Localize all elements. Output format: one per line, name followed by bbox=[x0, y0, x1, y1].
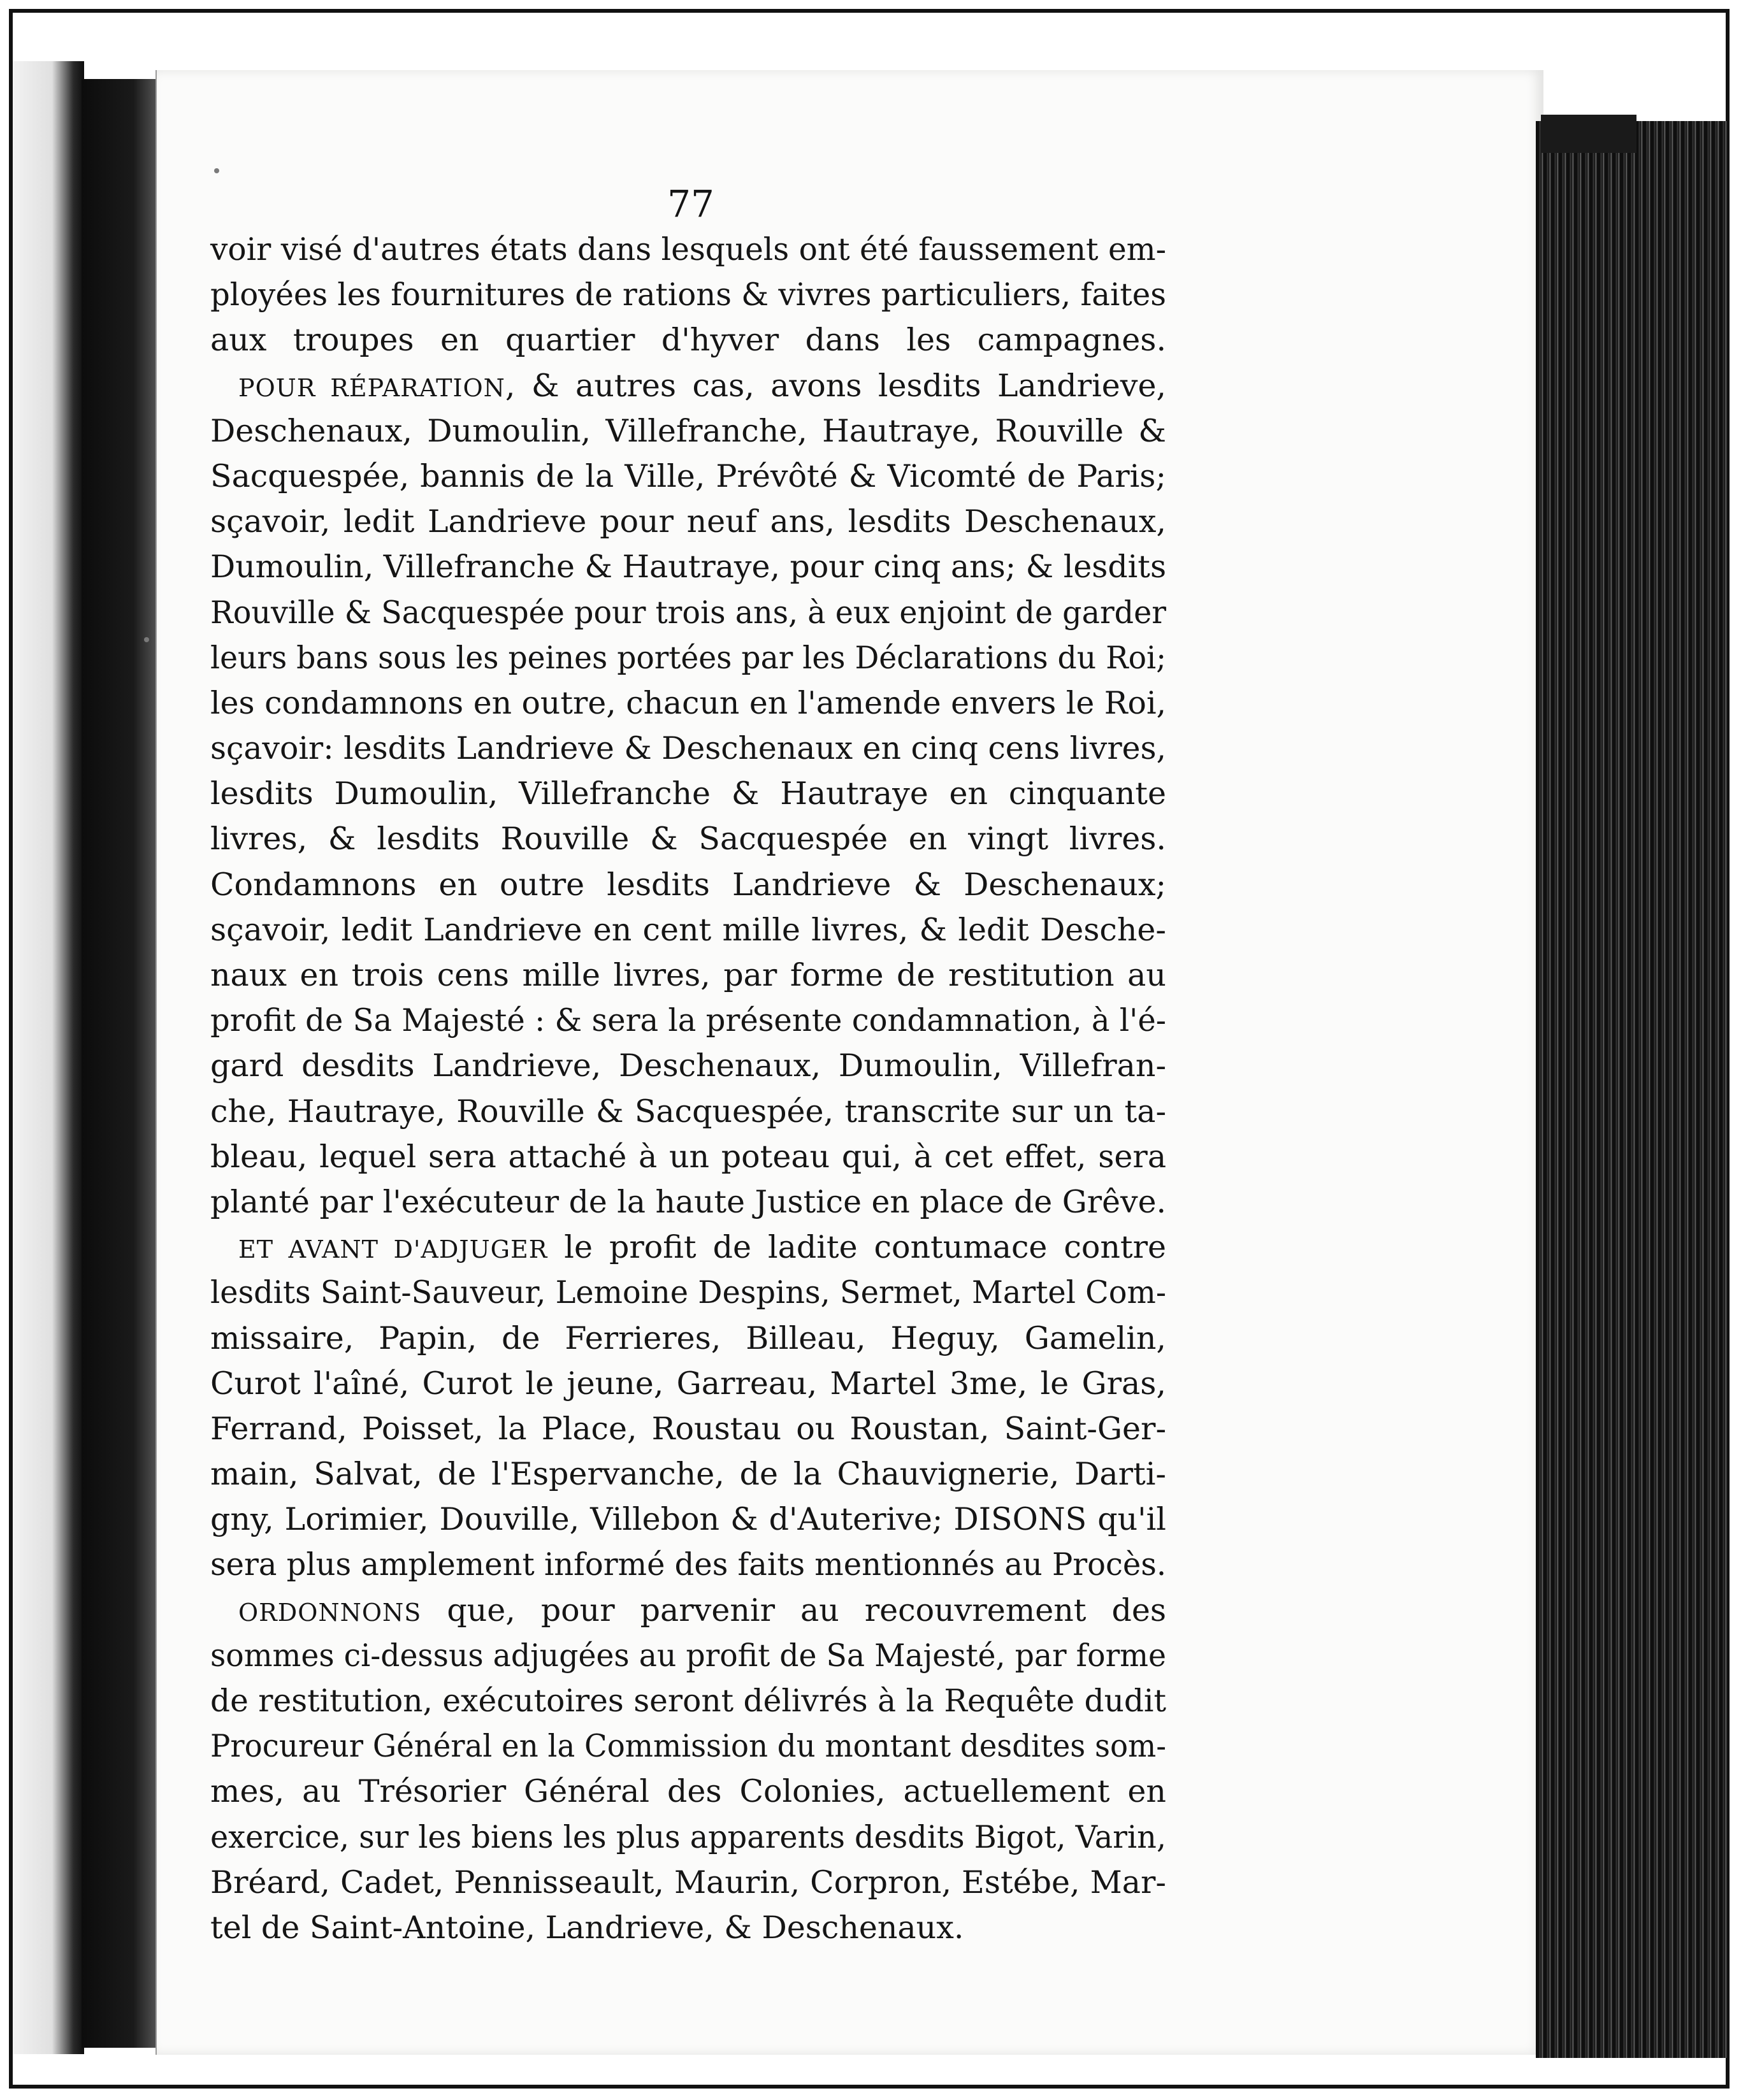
paper-speck bbox=[144, 637, 149, 642]
line-text: exercice, sur les biens les plus apparents desdits Bigot, Varin, bbox=[210, 1818, 1167, 1855]
line-text: les condamnons en outre, chacun en l'amende envers le Roi, bbox=[210, 684, 1167, 721]
text-line bbox=[210, 1225, 1166, 1270]
text-line bbox=[210, 1451, 1166, 1497]
text-line bbox=[210, 590, 1166, 635]
text-line bbox=[210, 544, 1167, 589]
text-line bbox=[210, 907, 1166, 953]
line-text: Bréard, Cadet, Pennisseault, Maurin, Corpron, Estébe, Mar- bbox=[210, 1864, 1166, 1901]
line-text: le profit de ladite contumace contre bbox=[547, 1229, 1167, 1266]
text-line bbox=[210, 1769, 1166, 1814]
text-line bbox=[210, 1860, 1166, 1905]
line-text: tel de Saint-Antoine, Landrieve, & Deschenaux. bbox=[210, 1909, 964, 1946]
line-text: main, Salvat, de l'Espervanche, de la Chauvignerie, Darti- bbox=[210, 1456, 1166, 1493]
text-line bbox=[210, 1179, 1166, 1225]
page-number: 77 bbox=[667, 182, 714, 226]
line-text: Deschenaux, Dumoulin, Villefranche, Hautraye, Rouville & bbox=[210, 412, 1166, 449]
text-line bbox=[210, 363, 1166, 408]
line-text: missaire, Papin, de Ferrieres, Billeau, Heguy, Gamelin, bbox=[210, 1320, 1167, 1356]
body-text bbox=[210, 227, 1166, 1950]
line-text: Curot l'aîné, Curot le jeune, Garreau, Martel 3me, le Gras, bbox=[210, 1365, 1166, 1402]
line-text: che, Hautraye, Rouville & Sacquespée, transcrite sur un ta- bbox=[210, 1093, 1167, 1130]
paragraph-lead-smallcaps: POUR RÉPARATION bbox=[238, 373, 505, 402]
line-text: de restitution, exécutoires seront délivrés à la Requête dudit bbox=[210, 1683, 1166, 1719]
line-text: que, pour parvenir au recouvrement des bbox=[421, 1592, 1167, 1629]
text-line bbox=[210, 998, 1166, 1043]
text-line bbox=[210, 1633, 1166, 1678]
line-text: lesdits Dumoulin, Villefranche & Hautraye en cinquante bbox=[210, 775, 1166, 812]
line-text: planté par l'exécuteur de la haute Justice en place de Grêve. bbox=[210, 1183, 1166, 1220]
text-line bbox=[210, 227, 1167, 272]
text-line bbox=[210, 635, 1167, 680]
text-line bbox=[210, 1497, 1166, 1542]
line-text: Condamnons en outre lesdits Landrieve & Deschenaux; bbox=[210, 866, 1167, 903]
text-line bbox=[210, 1134, 1166, 1179]
line-text: livres, & lesdits Rouville & Sacquespée en vingt livres. bbox=[210, 821, 1166, 858]
paragraph-lead-smallcaps: ORDONNONS bbox=[238, 1598, 422, 1627]
text-line bbox=[210, 499, 1166, 544]
line-text: gard desdits Landrieve, Deschenaux, Dumoulin, Villefran- bbox=[210, 1047, 1166, 1084]
line-text: , & autres cas, avons lesdits Landrieve, bbox=[505, 367, 1167, 404]
page-stack-edge-top bbox=[1541, 115, 1636, 153]
text-line bbox=[210, 771, 1166, 816]
line-text: Rouville & Sacquespée pour trois ans, à eux enjoint de garder bbox=[210, 594, 1166, 631]
text-line bbox=[210, 408, 1166, 454]
text-line bbox=[210, 1542, 1167, 1587]
text-line bbox=[210, 1905, 1166, 1950]
line-text: bleau, lequel sera attaché à un poteau qui, à cet effet, sera bbox=[210, 1138, 1167, 1175]
paragraph-lead-smallcaps: ET AVANT D'ADJUGER bbox=[238, 1235, 548, 1264]
line-text: sçavoir, ledit Landrieve en cent mille livres, & ledit Desche- bbox=[210, 911, 1166, 948]
line-text: gny, Lorimier, Douville, Villebon & d'Auterive; DISONS qu'il bbox=[210, 1501, 1166, 1538]
left-page-fragment bbox=[13, 61, 84, 2054]
line-text: leurs bans sous les peines portées par les Déclarations du Roi; bbox=[210, 639, 1167, 676]
line-text: naux en trois cens mille livres, par forme de restitution au bbox=[210, 957, 1166, 993]
text-line bbox=[210, 1270, 1166, 1315]
text-line bbox=[210, 1043, 1166, 1088]
line-text: ployées les fournitures de rations & vivres particuliers, faites bbox=[210, 277, 1166, 313]
text-line bbox=[210, 816, 1166, 861]
line-text: Procureur Général en la Commission du montant desdites som- bbox=[210, 1728, 1167, 1765]
text-line bbox=[210, 1723, 1167, 1769]
line-text: mes, au Trésorier Général des Colonies, actuellement en bbox=[210, 1773, 1166, 1810]
line-text: aux troupes en quartier d'hyver dans les campagnes. bbox=[210, 322, 1167, 359]
page-stack-edge bbox=[1536, 121, 1727, 2058]
text-line bbox=[210, 862, 1166, 907]
line-text: Dumoulin, Villefranche & Hautraye, pour cinq ans; & lesdits bbox=[210, 549, 1167, 586]
text-line bbox=[210, 680, 1167, 726]
text-line bbox=[210, 272, 1166, 317]
line-text: Sacquespée, bannis de la Ville, Prévôté & Vicomté de Paris; bbox=[210, 457, 1166, 494]
line-text: voir visé d'autres états dans lesquels ont été faussement em- bbox=[210, 231, 1167, 268]
text-line bbox=[210, 1815, 1167, 1860]
text-line bbox=[210, 726, 1167, 771]
line-text: sera plus amplement informé des faits mentionnés au Procès. bbox=[210, 1546, 1167, 1583]
text-line bbox=[210, 1316, 1166, 1361]
line-text: sommes ci-dessus adjugées au profit de Sa Majesté, par forme bbox=[210, 1637, 1166, 1674]
text-line bbox=[210, 317, 1166, 363]
line-text: Ferrand, Poisset, la Place, Roustau ou Roustan, Saint-Ger- bbox=[210, 1410, 1167, 1447]
text-line bbox=[210, 1089, 1166, 1134]
line-text: sçavoir, ledit Landrieve pour neuf ans, lesdits Deschenaux, bbox=[210, 503, 1166, 540]
line-text: lesdits Saint-Sauveur, Lemoine Despins, Sermet, Martel Com- bbox=[210, 1274, 1166, 1311]
text-line bbox=[210, 1678, 1166, 1723]
text-line bbox=[210, 1406, 1166, 1451]
line-text: sçavoir: lesdits Landrieve & Deschenaux en cinq cens livres, bbox=[210, 730, 1167, 767]
line-text: profit de Sa Majesté : & sera la présente condamnation, à l'é- bbox=[210, 1002, 1166, 1039]
text-line bbox=[210, 454, 1166, 499]
paper-speck bbox=[214, 168, 219, 173]
text-line bbox=[210, 953, 1166, 998]
text-line bbox=[210, 1361, 1166, 1406]
book-gutter-shadow bbox=[82, 79, 155, 2048]
text-line bbox=[210, 1588, 1166, 1633]
